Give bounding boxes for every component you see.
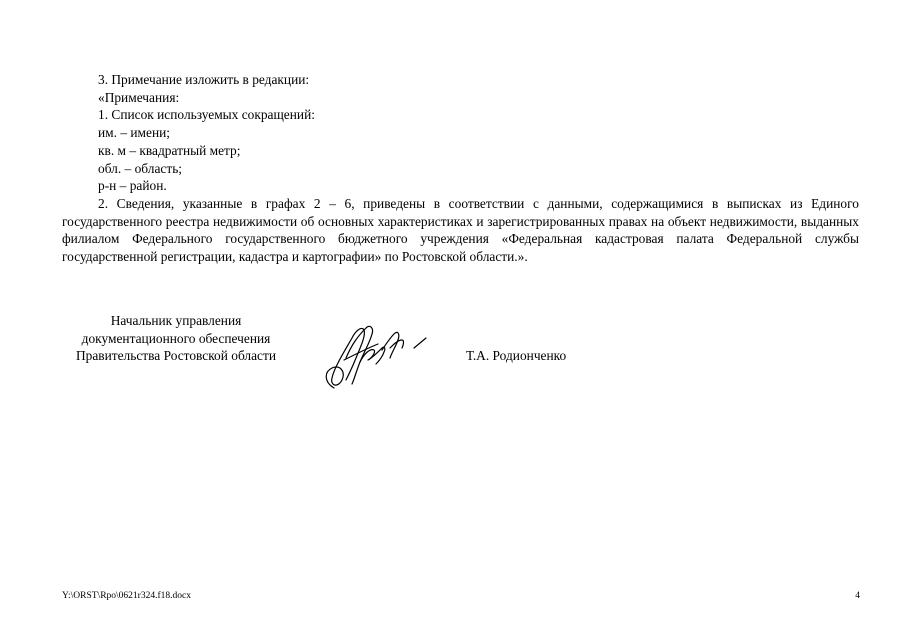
paragraph-item-3-heading: 3. Примечание изложить в редакции: (98, 72, 310, 87)
position-line: документационного обеспечения (81, 330, 271, 346)
abbreviations-heading: 1. Список используемых сокращений: (98, 107, 315, 123)
note-2-paragraph: 2. Сведения, указанные в графах 2 – 6, приведены в соответствии с данными, содержащимися в выписках из Единого государственного реестра недвижимости об основных характеристиках и зарегистрированных правах на объект недвижимости, выданных филиалом Федерального государственного бюджетного учреждения «Федеральная кадастровая палата Федеральной службы государственной регистрации, кадастра и картографии» по Ростовской области.». (62, 195, 859, 265)
signer-name: Т.А. Родионченко (466, 348, 567, 363)
abbreviation-item: р-н – район. (98, 178, 167, 194)
footer-file-path: Y:\ORST\Rpo\0621r324.f18.docx (62, 591, 191, 601)
position-line: Правительства Ростовской области (75, 348, 277, 363)
notes-heading: «Примечания: (98, 89, 180, 105)
position-line: Начальник управления (110, 313, 242, 328)
signatory-position (62, 312, 290, 365)
page-number: 4 (855, 591, 860, 601)
document-body (62, 71, 859, 266)
handwritten-signature (316, 318, 436, 396)
abbreviation-item: кв. м – квадратный метр; (98, 142, 241, 158)
abbreviation-item: обл. – область; (98, 160, 183, 176)
abbreviation-item: им. – имени; (98, 125, 171, 141)
